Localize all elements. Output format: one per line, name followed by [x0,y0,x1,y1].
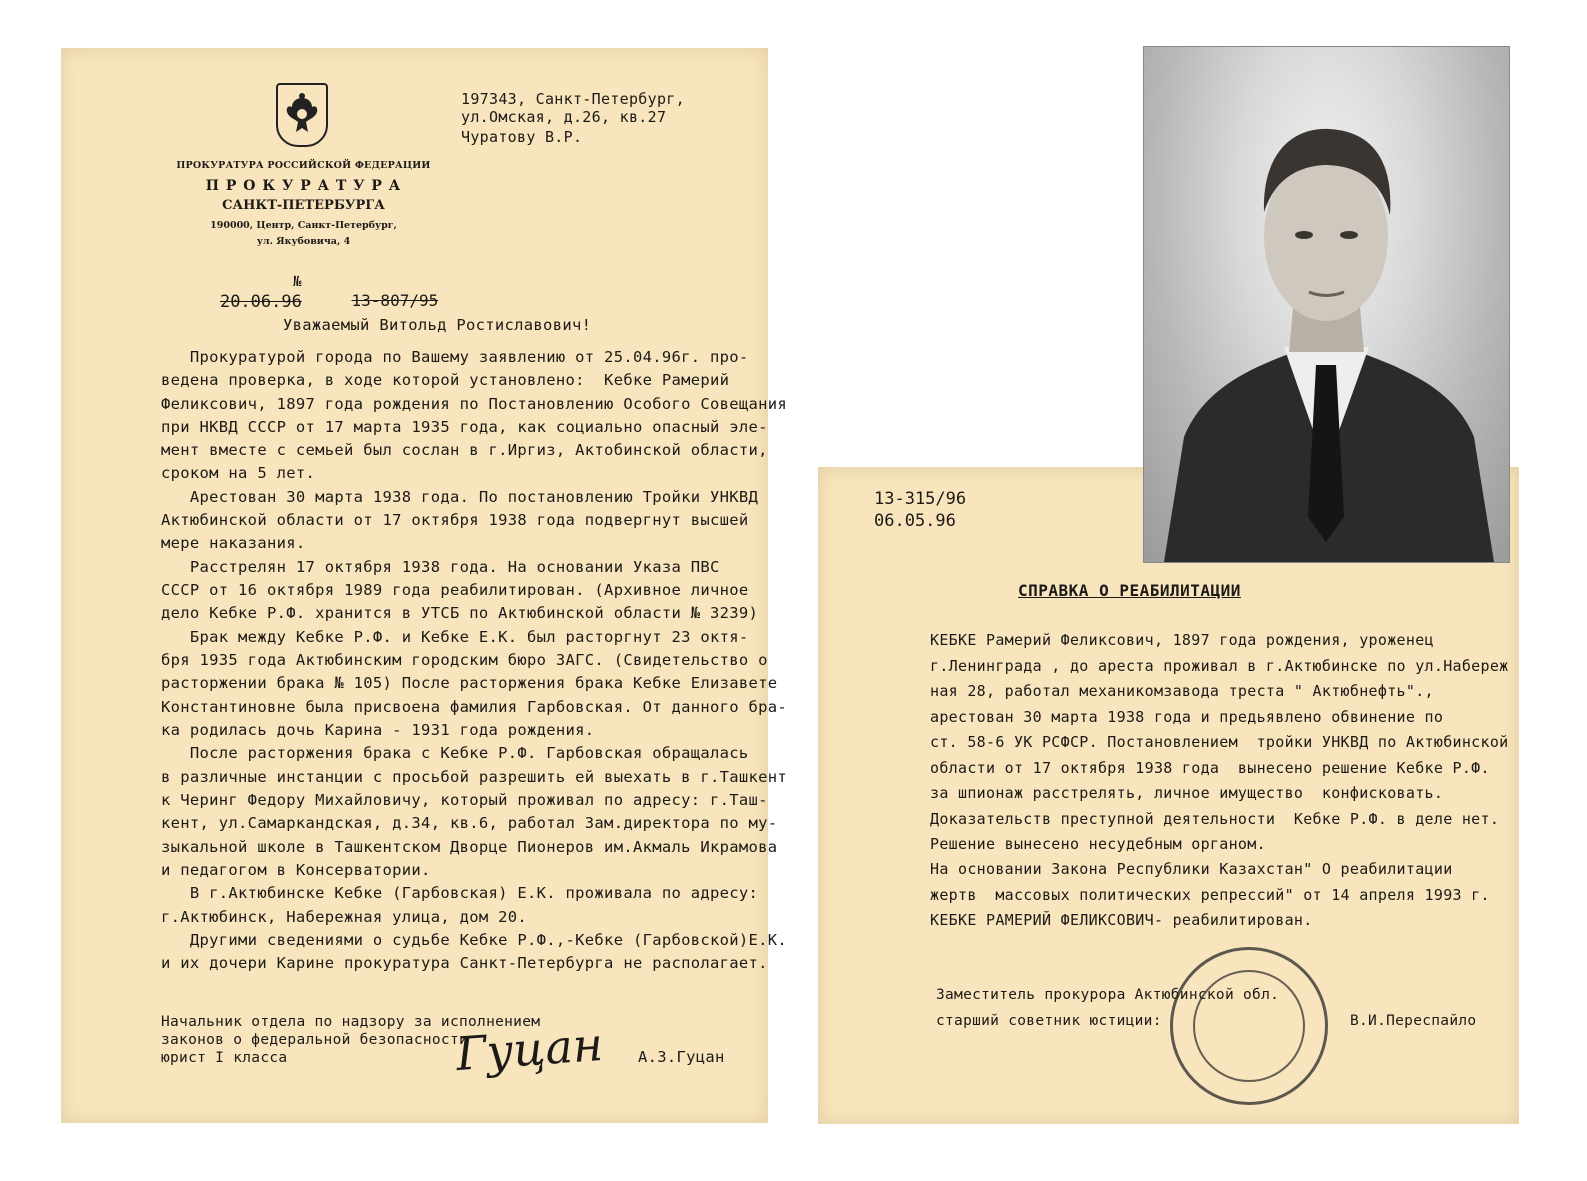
body-line: дело Кебке Р.Ф. хранится в УТСБ по Актюбинской области № 3239) [161,604,759,622]
letter-signer: А.З.Гуцан [638,1048,725,1066]
certificate-line: На основании Закона Республики Казахстан" О реабилитации [930,860,1453,878]
body-line: СССР от 16 октября 1989 года реабилитирован. (Архивное личное [161,581,749,599]
org-name-line1: П Р О К У Р А Т У Р А [205,178,402,194]
body-line: зыкальной школе в Ташкентском Дворце Пионеров им.Акмаль Икрамова [161,838,778,856]
body-line: и их дочери Карине прокуратура Санкт-Петербурга не располагает. [161,954,768,972]
signature-title-line: юрист I класса [161,1050,288,1066]
recipient-address-line: 197343, Санкт-Петербург, [461,90,685,108]
org-header-small: ПРОКУРАТУРА РОССИЙСКОЙ ФЕДЕРАЦИИ [176,160,431,171]
certificate-line: арестован 30 марта 1938 года и предьявлено обвинение по [930,708,1444,726]
body-line: Прокуратурой города по Вашему заявлению от 25.04.96г. про- [161,348,749,366]
body-line: в различные инстанции с просьбой разрешить ей выехать в г.Ташкент [161,768,788,786]
certificate-signer-title: старший советник юстиции: [936,1013,1162,1029]
body-line: сроком на 5 лет. [161,464,316,482]
body-line: Арестован 30 марта 1938 года. По постановлению Тройки УНКВД [161,488,759,506]
body-line: расторжении брака № 105) После расторжения брака Кебке Елизавете [161,674,778,692]
portrait-figure-icon [1144,47,1509,562]
letter-number-prefix: № [293,274,302,290]
body-line: В г.Актюбинске Кебке (Гарбовская) Е.К. проживала по адресу: [161,884,759,902]
body-line: Другими сведениями о судьбе Кебке Р.Ф.,-Кебке (Гарбовской)Е.К. [161,931,788,949]
body-line: ведена проверка, в ходе которой установлено: Кебке Рамерий [161,371,730,389]
recipient-address-line: ул.Омская, д.26, кв.27 [461,108,667,126]
certificate-line: ст. 58-6 УК РСФСР. Постановлением тройки УНКВД по Актюбинской [930,733,1509,751]
certificate-line: жертв массовых политических репрессий" от 14 апреля 1993 г. [930,886,1490,904]
body-line: После расторжения брака с Кебке Р.Ф. Гарбовская обращалась [161,744,749,762]
signature-title-line: законов о федеральной безопасности [161,1032,469,1048]
signature-title-line: Начальник отдела по надзору за исполнением [161,1014,541,1030]
coat-of-arms-icon [276,83,328,147]
salutation: Уважаемый Витольд Ростиславович! [283,316,592,334]
org-address-line1: 190000, Центр, Санкт-Петербург, [210,220,397,231]
body-line: мент вместе с семьей был сослан в г.Иргиз, Актобинской области, [161,441,768,459]
certificate-line: Доказательств преступной деятельности Кебке Р.Ф. в деле нет. [930,810,1500,828]
org-address-line2: ул. Якубовича, 4 [256,236,351,247]
certificate-line: Решение вынесено несудебным органом. [930,835,1266,853]
certificate-line: КЕБКЕ Рамерий Феликсович, 1897 года рождения, уроженец [930,631,1434,649]
org-name-line2: САНКТ-ПЕТЕРБУРГА [222,198,385,213]
certificate-signer-title: Заместитель прокурора Актюбинской обл. [936,987,1280,1003]
body-line: ка родилась дочь Карина - 1931 года рождения. [161,721,595,739]
recipient-name: Чуратову В.Р. [461,128,583,146]
body-line: к Черинг Федору Михайловичу, который проживал по адресу: г.Таш- [161,791,768,809]
certificate-line: за шпионаж расстрелять, личное имущество конфисковать. [930,784,1444,802]
body-line: при НКВД СССР от 17 марта 1935 года, как социально опасный эле- [161,418,768,436]
prosecutor-letter [61,48,788,1123]
body-line: Константиновне была присвоена фамилия Гарбовская. От данного бра- [161,698,788,716]
letter-date: 20.06.96 [219,292,302,312]
body-line: Расстрелян 17 октября 1938 года. На основании Указа ПВС [161,558,720,576]
body-line: кент, ул.Самаркандская, д.34, кв.6, работал Зам.директора по му- [161,814,778,832]
certificate-ref-date: 06.05.96 [874,511,956,531]
letter-number: 13-807/95 [351,291,439,310]
certificate-line: КЕБКЕ РАМЕРИЙ ФЕЛИКСОВИЧ- реабилитирован. [930,911,1313,929]
body-line: Брак между Кебке Р.Ф. и Кебке Е.К. был расторгнут 23 октя- [161,628,749,646]
portrait-photo [1143,46,1510,563]
official-seal-icon [1170,947,1328,1105]
body-line: мере наказания. [161,534,306,552]
rehabilitation-certificate [818,467,1519,1124]
certificate-line: области от 17 октября 1938 года вынесено решение Кебке Р.Ф. [930,759,1490,777]
certificate-signer: В.И.Переспайло [1350,1013,1477,1029]
body-line: бря 1935 года Актюбинским городским бюро ЗАГС. (Свидетельство о [161,651,768,669]
certificate-title: СПРАВКА О РЕАБИЛИТАЦИИ [1018,581,1241,600]
body-line: и педагогом в Консерватории. [161,861,431,879]
body-line: г.Актюбинск, Набережная улица, дом 20. [161,908,528,926]
certificate-line: ная 28, работал механикомзавода треста " Актюбнефть"., [930,682,1434,700]
body-line: Феликсович, 1897 года рождения по Постановлению Особого Совещания [161,395,788,413]
certificate-line: г.Ленинграда , до ареста проживал в г.Актюбинске по ул.Набереж [930,657,1509,675]
certificate-ref-number: 13-315/96 [874,489,967,509]
body-line: Актюбинской области от 17 октября 1938 года подвергнут высшей [161,511,749,529]
handwritten-signature: Гуцан [454,1016,605,1082]
